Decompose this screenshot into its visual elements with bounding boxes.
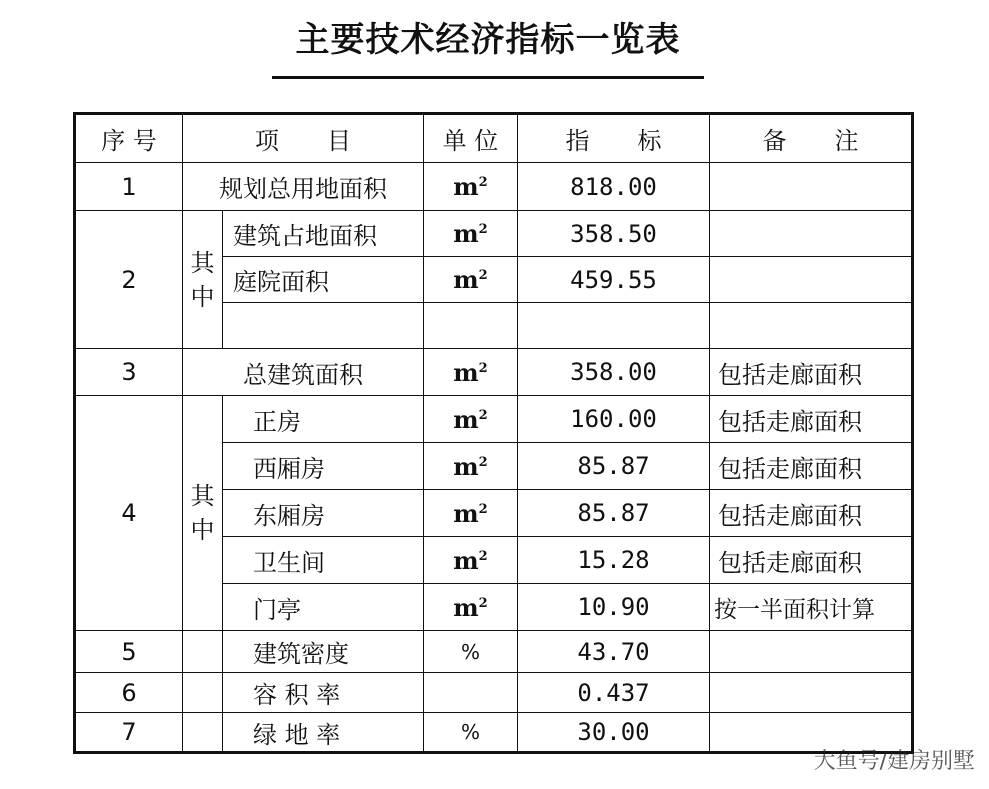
note-cell: 按一半面积计算 (710, 584, 913, 631)
seq-cell: 1 (75, 163, 183, 211)
note-cell (710, 211, 913, 257)
indicator-table (73, 112, 914, 754)
note-cell (710, 163, 913, 211)
value-cell: 10.90 (518, 584, 710, 631)
unit-cell: % (424, 713, 518, 753)
value-cell: 0.437 (518, 673, 710, 713)
unit-cell: $m^2$ (424, 211, 518, 257)
item-cell: 西厢房 (223, 443, 424, 490)
header-item: 项 目 (183, 114, 424, 163)
note-cell (710, 303, 913, 349)
seq-cell: 7 (75, 713, 183, 753)
value-cell: 818.00 (518, 163, 710, 211)
item-cell: 建筑占地面积 (223, 211, 424, 257)
item-cell: 门亭 (223, 584, 424, 631)
item-cell: 绿 地 率 (223, 713, 424, 753)
unit-cell: $m^2$ (424, 443, 518, 490)
value-cell: 459.55 (518, 257, 710, 303)
unit-cell: $m^2$ (424, 584, 518, 631)
unit-cell: $m^2$ (424, 490, 518, 537)
item-cell: 容 积 率 (223, 673, 424, 713)
seq-cell: 5 (75, 631, 183, 673)
title-underline (272, 76, 704, 79)
item-cell: 总建筑面积 (183, 349, 424, 396)
table-row (75, 713, 913, 753)
group-spacer (183, 673, 223, 713)
seq-cell: 4 (75, 396, 183, 631)
group-spacer (183, 713, 223, 753)
note-cell: 包括走廊面积 (710, 349, 913, 396)
page-title: 主要技术经济指标一览表 (295, 20, 681, 60)
table-row (75, 211, 913, 257)
value-cell: 85.87 (518, 443, 710, 490)
item-cell: 庭院面积 (223, 257, 424, 303)
group-spacer (183, 631, 223, 673)
group-label: 其 中 (183, 396, 223, 631)
value-cell: 85.87 (518, 490, 710, 537)
seq-cell: 3 (75, 349, 183, 396)
table-row (75, 673, 913, 713)
value-cell: 358.00 (518, 349, 710, 396)
item-cell: 卫生间 (223, 537, 424, 584)
unit-cell: $m^2$ (424, 163, 518, 211)
item-cell: 规划总用地面积 (183, 163, 424, 211)
unit-cell: $m^2$ (424, 537, 518, 584)
item-cell: 东厢房 (223, 490, 424, 537)
value-cell: 358.50 (518, 211, 710, 257)
note-cell (710, 631, 913, 673)
value-cell: 160.00 (518, 396, 710, 443)
item-cell (223, 303, 424, 349)
note-cell (710, 257, 913, 303)
note-cell: 包括走廊面积 (710, 396, 913, 443)
table-row (75, 631, 913, 673)
table-row (75, 349, 913, 396)
header-row (75, 114, 913, 163)
header-note: 备 注 (710, 114, 913, 163)
unit-cell: $m^2$ (424, 396, 518, 443)
unit-cell: % (424, 631, 518, 673)
unit-cell (424, 303, 518, 349)
value-cell: 43.70 (518, 631, 710, 673)
seq-cell: 2 (75, 211, 183, 349)
value-cell: 15.28 (518, 537, 710, 584)
value-cell (518, 303, 710, 349)
group-label: 其 中 (183, 211, 223, 349)
value-cell: 30.00 (518, 713, 710, 753)
note-cell: 包括走廊面积 (710, 443, 913, 490)
item-cell: 正房 (223, 396, 424, 443)
unit-cell (424, 673, 518, 713)
unit-cell: $m^2$ (424, 349, 518, 396)
header-index: 指 标 (518, 114, 710, 163)
item-cell: 建筑密度 (223, 631, 424, 673)
note-cell: 包括走廊面积 (710, 537, 913, 584)
watermark: 大鱼号/建房别墅 (813, 749, 975, 774)
note-cell (710, 673, 913, 713)
header-seq: 序 号 (75, 114, 183, 163)
table-row (75, 163, 913, 211)
unit-cell: $m^2$ (424, 257, 518, 303)
seq-cell: 6 (75, 673, 183, 713)
note-cell: 包括走廊面积 (710, 490, 913, 537)
table-row (75, 396, 913, 443)
header-unit: 单 位 (424, 114, 518, 163)
